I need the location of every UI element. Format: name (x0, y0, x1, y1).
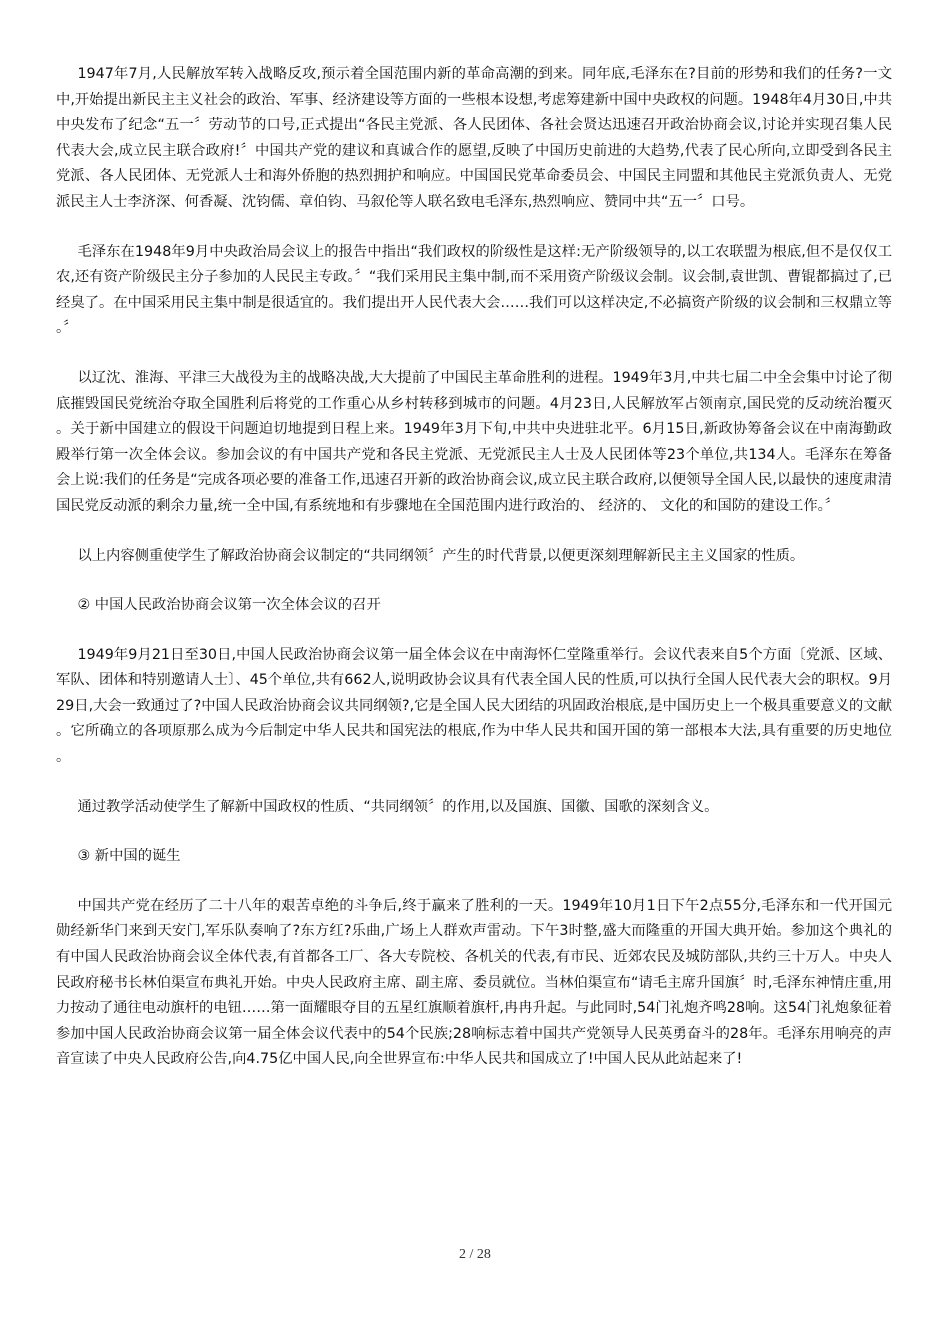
paragraph-mao-report: 毛泽东在1948年9月中央政治局会议上的报告中指出“我们政权的阶级性是这样:无产阶级领导的,以工农联盟为根底,但不是仅仅工农,还有资产阶级民主分子参加的人民民主专政。〞“我们采用民主集中制,而不采用资产阶级议会制。议会制,袁世凯、曹锟都搞过了,已经臭了。在中国采用民主集中制是很适宜的。我们提出开人民代表大会……我们可以这样决定,不必搞资产阶级的议会制和三权鼎立等。〞 (56, 243, 892, 337)
page-number: 2 / 28 (459, 1247, 491, 1262)
paragraph-teaching-note-2: 通过教学活动使学生了解新中国政权的性质、“共同纲领〞的作用,以及国旗、国徽、国歌的深刻含义。 (77, 798, 719, 815)
paragraph-founding-ceremony: 中国共产党在经历了二十八年的艰苦卓绝的斗争后,终于赢来了胜利的一天。1949年10月1日下午2点55分,毛泽东和一代开国元勋经新华门来到天安门,军乐队奏响了?东方红?乐曲,广场上人群欢声雷动。下午3时整,盛大而隆重的开国大典开始。参加这个典礼的有中国人民政治协商会议全体代表,有首都各工厂、各大专院校、各机关的代表,有市民、近郊农民及城防部队,共约三十万人。中央人民政府秘书长林伯渠宣布典礼开始。中央人民政府主席、副主席、委员就位。当林伯渠宣布“请毛主席升国旗〞时,毛泽东神情庄重,用力按动了通往电动旗杆的电钮……第一面耀眼夺目的五星红旗顺着旗杆,冉冉升起。与此同时,54门礼炮齐鸣28响。这54门礼炮象征着参加中国人民政治协商会议第一届全体会议代表中的54个民族;28响标志着中国共产党领导人民英勇奋斗的28年。毛泽东用响亮的声音宣读了中央人民政府公告,向4.75亿中国人民,向全世界宣布:中华人民共和国成立了!中国人民从此站起来了! (56, 897, 892, 1068)
section-heading-founding: ③ 新中国的诞生 (77, 848, 181, 865)
paragraph-war-of-liberation: 1947年7月,人民解放军转入战略反攻,预示着全国范围内新的革命高潮的到来。同年底,毛泽东在?目前的形势和我们的任务?一文中,开始提出新民主主义社会的政治、军事、经济建设等方面的一些根本设想,考虑筹建新中国中央政权的问题。1948年4月30日,中共中央发布了纪念“五一〞劳动节的口号,正式提出“各民主党派、各人民团体、各社会贤达迅速召开政治协商会议,讨论并实现召集人民代表大会,成立民主联合政府!〞中国共产党的建议和真诚合作的愿望,反映了中国历史前进的大趋势,代表了民心所向,立即受到各民主党派、各人民团体、无党派人士和海外侨胞的热烈拥护和响应。中国国民党革命委员会、中国民主同盟和其他民主党派负责人、无党派民主人士李济深、何香凝、沈钧儒、章伯钧、马叙伦等人联名致电毛泽东,热烈响应、赞同中共“五一〞口号。 (56, 66, 892, 210)
paragraph-three-campaigns: 以辽沈、淮海、平津三大战役为主的战略决战,大大提前了中国民主革命胜利的进程。1949年3月,中共七届二中全会集中讨论了彻底摧毁国民党统治夺取全国胜利后将党的工作重心从乡村转移到城市的问题。4月23日,人民解放军占领南京,国民党的反动统治覆灭。关于新中国建立的假设干问题迫切地提到日程上来。1949年3月下旬,中共中央进驻北平。6月15日,新政协筹备会议在中南海勤政殿举行第一次全体会议。参加会议的有中国共产党和各民主党派、无党派民主人士及人民团体等23个单位,共134人。毛泽东在筹备会上说:我们的任务是“完成各项必要的准备工作,迅速召开新的政治协商会议,成立民主联合政府,以便领导全国人民,以最快的速度肃清国民党反动派的剩余力量,统一全中国,有系统地和有步骤地在全国范围内进行政治的、 经济的、 文化的和国防的建设工作。〞 (56, 369, 892, 514)
paragraph-cppcc-session: 1949年9月21日至30日,中国人民政治协商会议第一届全体会议在中南海怀仁堂隆重举行。会议代表来自5个方面〔党派、区域、军队、团体和特别邀请人士〕、45个单位,共有662人,说明政协会议具有代表全国人民的性质,可以执行全国人民代表大会的职权。9月29日,大会一致通过了?中国人民政治协商会议共同纲领?,它是全国人民大团结的巩固政治根底,是中国历史上一个极具重要意义的文献。它所确立的各项原那么成为今后制定中华人民共和国宪法的根底,作为中华人民共和国开国的第一部根本大法,具有重要的历史地位。 (56, 646, 892, 766)
paragraph-teaching-note-1: 以上内容侧重使学生了解政治协商会议制定的“共同纲领〞产生的时代背景,以便更深刻理解新民主主义国家的性质。 (77, 547, 805, 564)
document-body (56, 62, 892, 1097)
section-heading-cppcc: ② 中国人民政治协商会议第一次全体会议的召开 (77, 597, 381, 614)
